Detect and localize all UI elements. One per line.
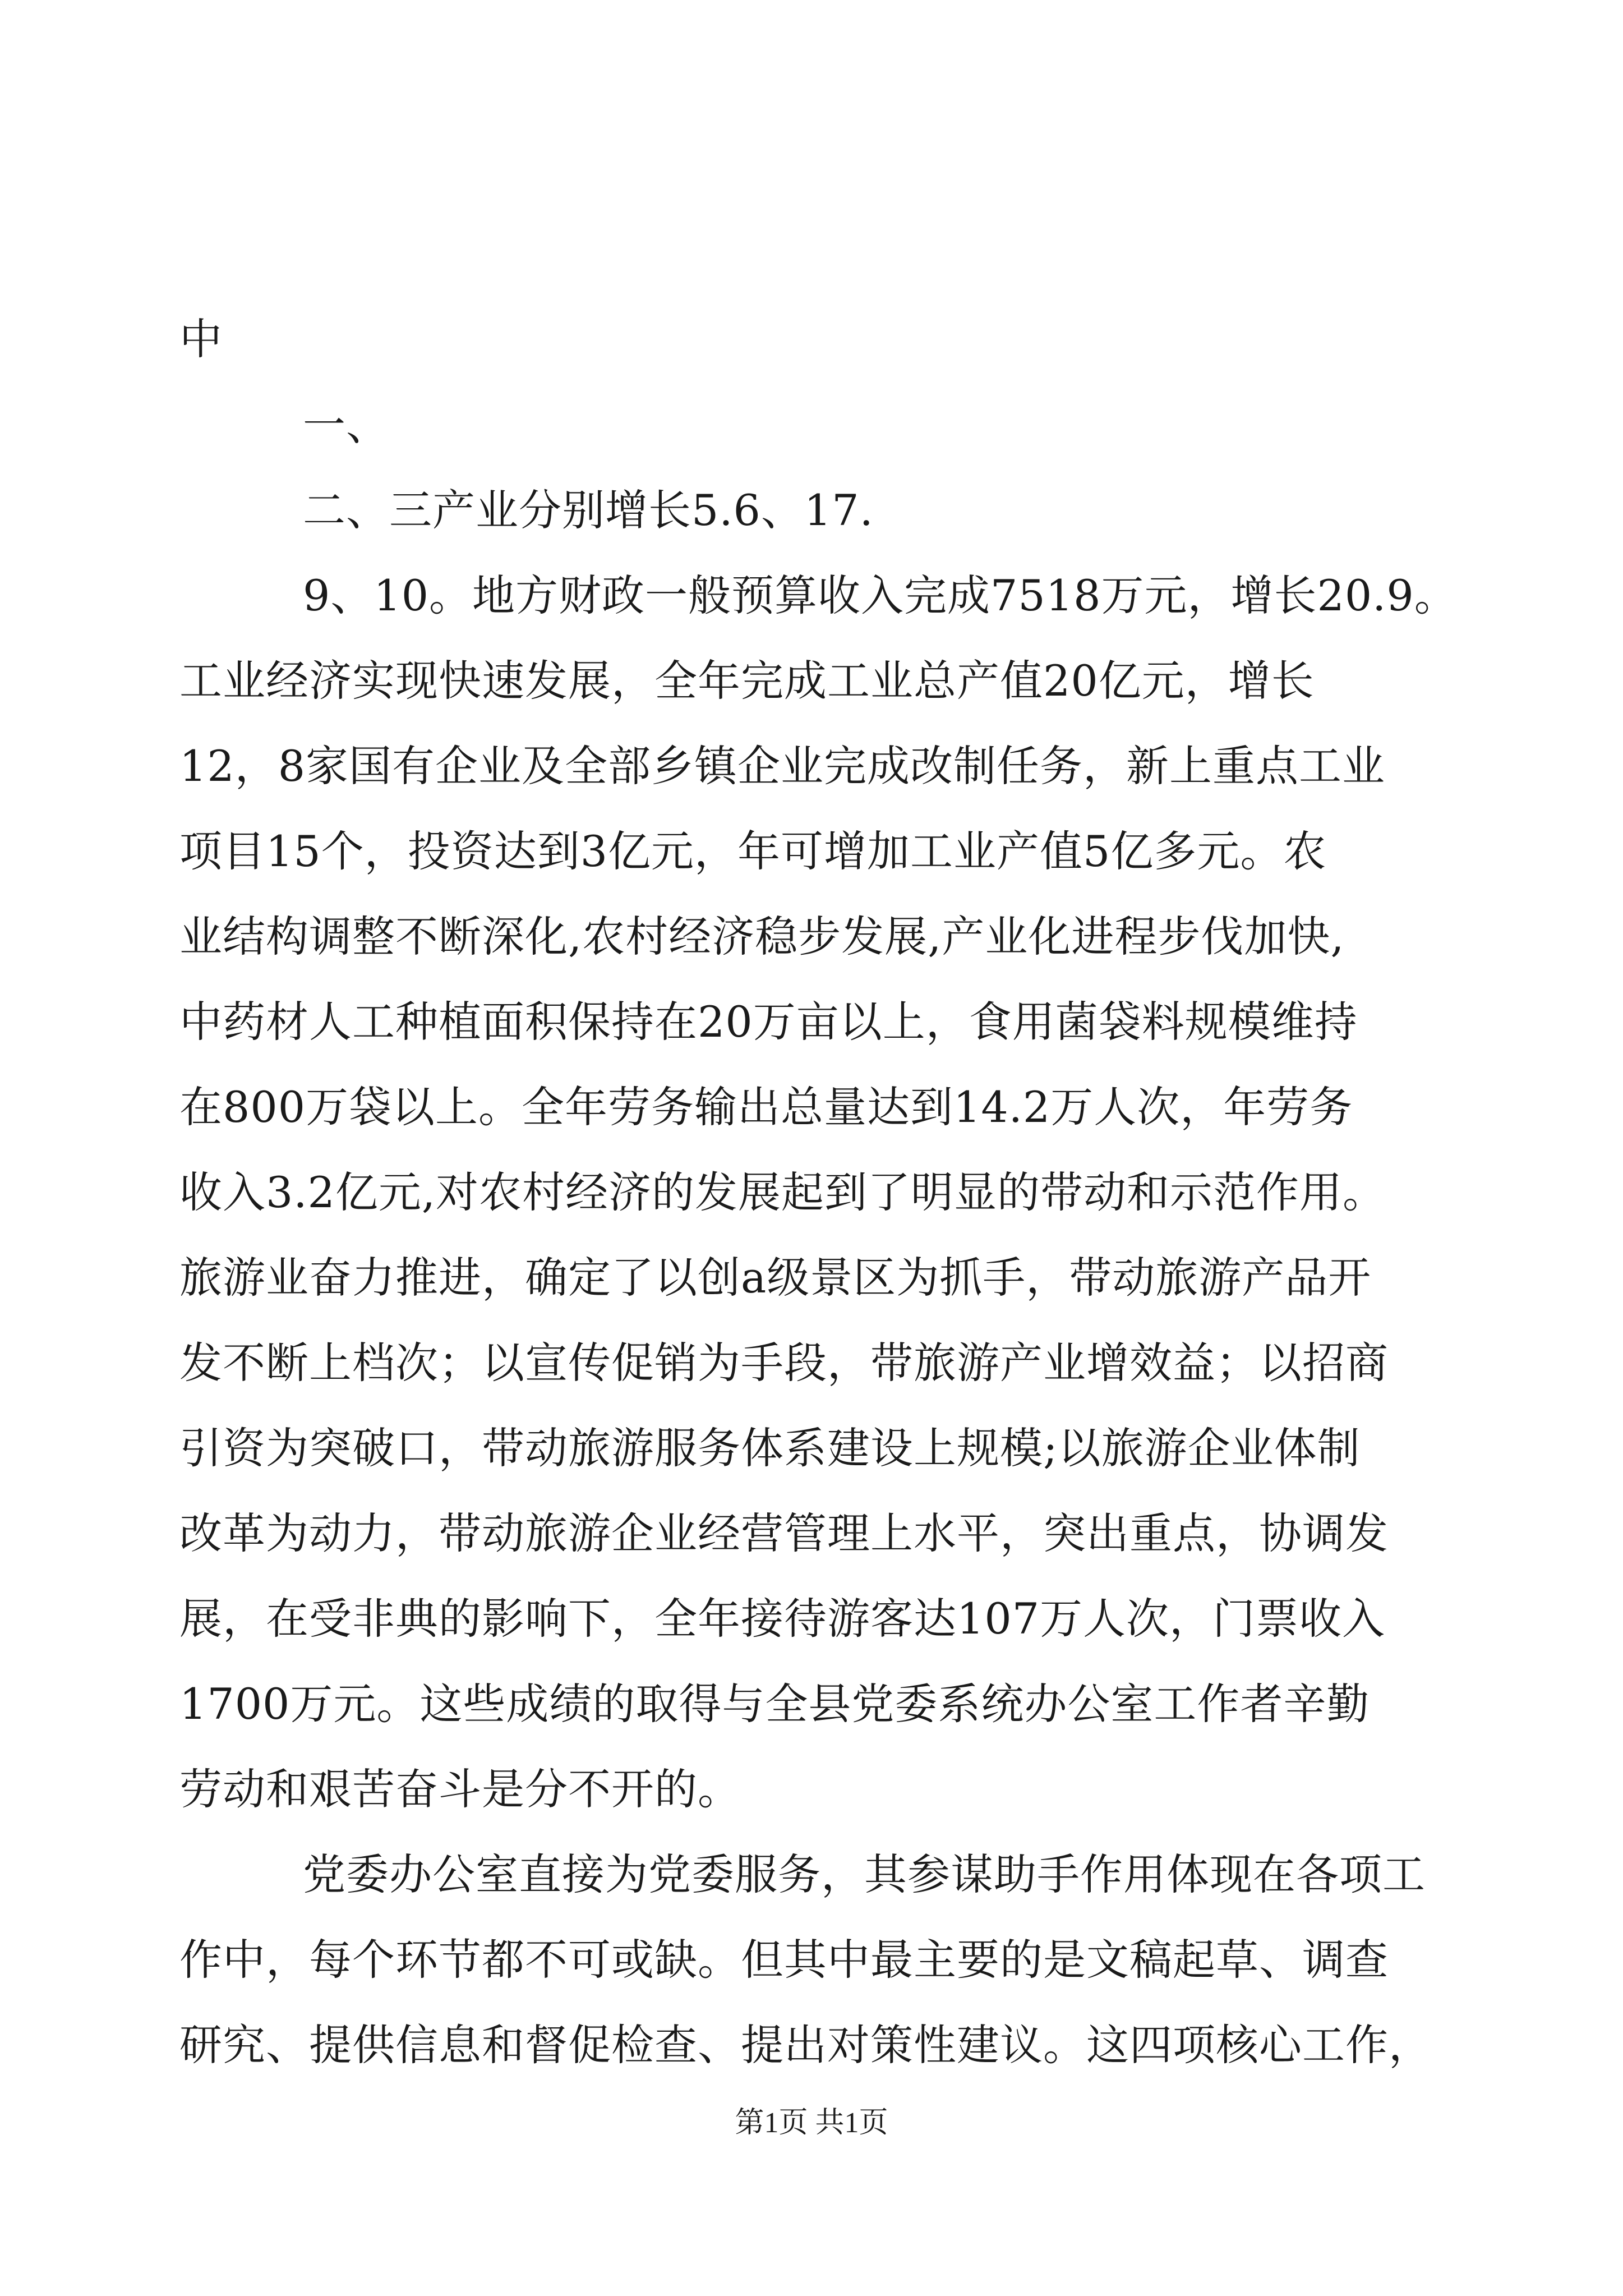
text-line: 展，在受非典的影响下，全年接待游客达107万人次，门票收入	[179, 1594, 1386, 1644]
text-line: 12，8家国有企业及全部乡镇企业完成改制任务，新上重点工业	[179, 741, 1386, 791]
text-line: 收入3.2亿元,对农村经济的发展起到了明显的带动和示范作用。	[179, 1167, 1386, 1217]
text-line: 9、10。地方财政一般预算收入完成7518万元，增长20.9。	[303, 570, 1458, 620]
text-line: 旅游业奋力推进，确定了以创a级景区为抓手，带动旅游产品开	[179, 1253, 1372, 1303]
text-line: 研究、提供信息和督促检查、提出对策性建议。这四项核心工作，	[179, 2020, 1432, 2070]
text-line: 业结构调整不断深化,农村经济稳步发展,产业化进程步伐加快,	[179, 912, 1345, 961]
text-line: 工业经济实现快速发展，全年完成工业总产值20亿元，增长	[179, 656, 1315, 706]
text-line: 党委办公室直接为党委服务，其参谋助手作用体现在各项工	[303, 1849, 1426, 1899]
page-footer: 第1页 共1页	[735, 2107, 888, 2139]
text-line: 在800万袋以上。全年劳务输出总量达到14.2万人次，年劳务	[179, 1082, 1353, 1132]
text-line: 项目15个，投资达到3亿元，年可增加工业产值5亿多元。农	[179, 826, 1327, 876]
text-line: 作中，每个环节都不可或缺。但其中最主要的是文稿起草、调查	[179, 1935, 1389, 1985]
text-line: 1700万元。这些成绩的取得与全县党委系统办公室工作者辛勤	[179, 1679, 1370, 1729]
text-line: 二、三产业分别增长5.6、17.	[303, 485, 874, 535]
text-line: 中药材人工种植面积保持在20万亩以上，食用菌袋料规模维持	[179, 997, 1358, 1047]
text-line: 一、	[303, 400, 389, 450]
text-line: 引资为突破口，带动旅游服务体系建设上规模;以旅游企业体制	[179, 1423, 1361, 1473]
text-line: 劳动和艰苦奋斗是分不开的。	[179, 1764, 741, 1814]
text-line: 中	[179, 314, 223, 364]
text-line: 发不断上档次；以宣传促销为手段，带旅游产业增效益；以招商	[179, 1338, 1389, 1388]
text-line: 改革为动力，带动旅游企业经营管理上水平，突出重点，协调发	[179, 1508, 1389, 1558]
